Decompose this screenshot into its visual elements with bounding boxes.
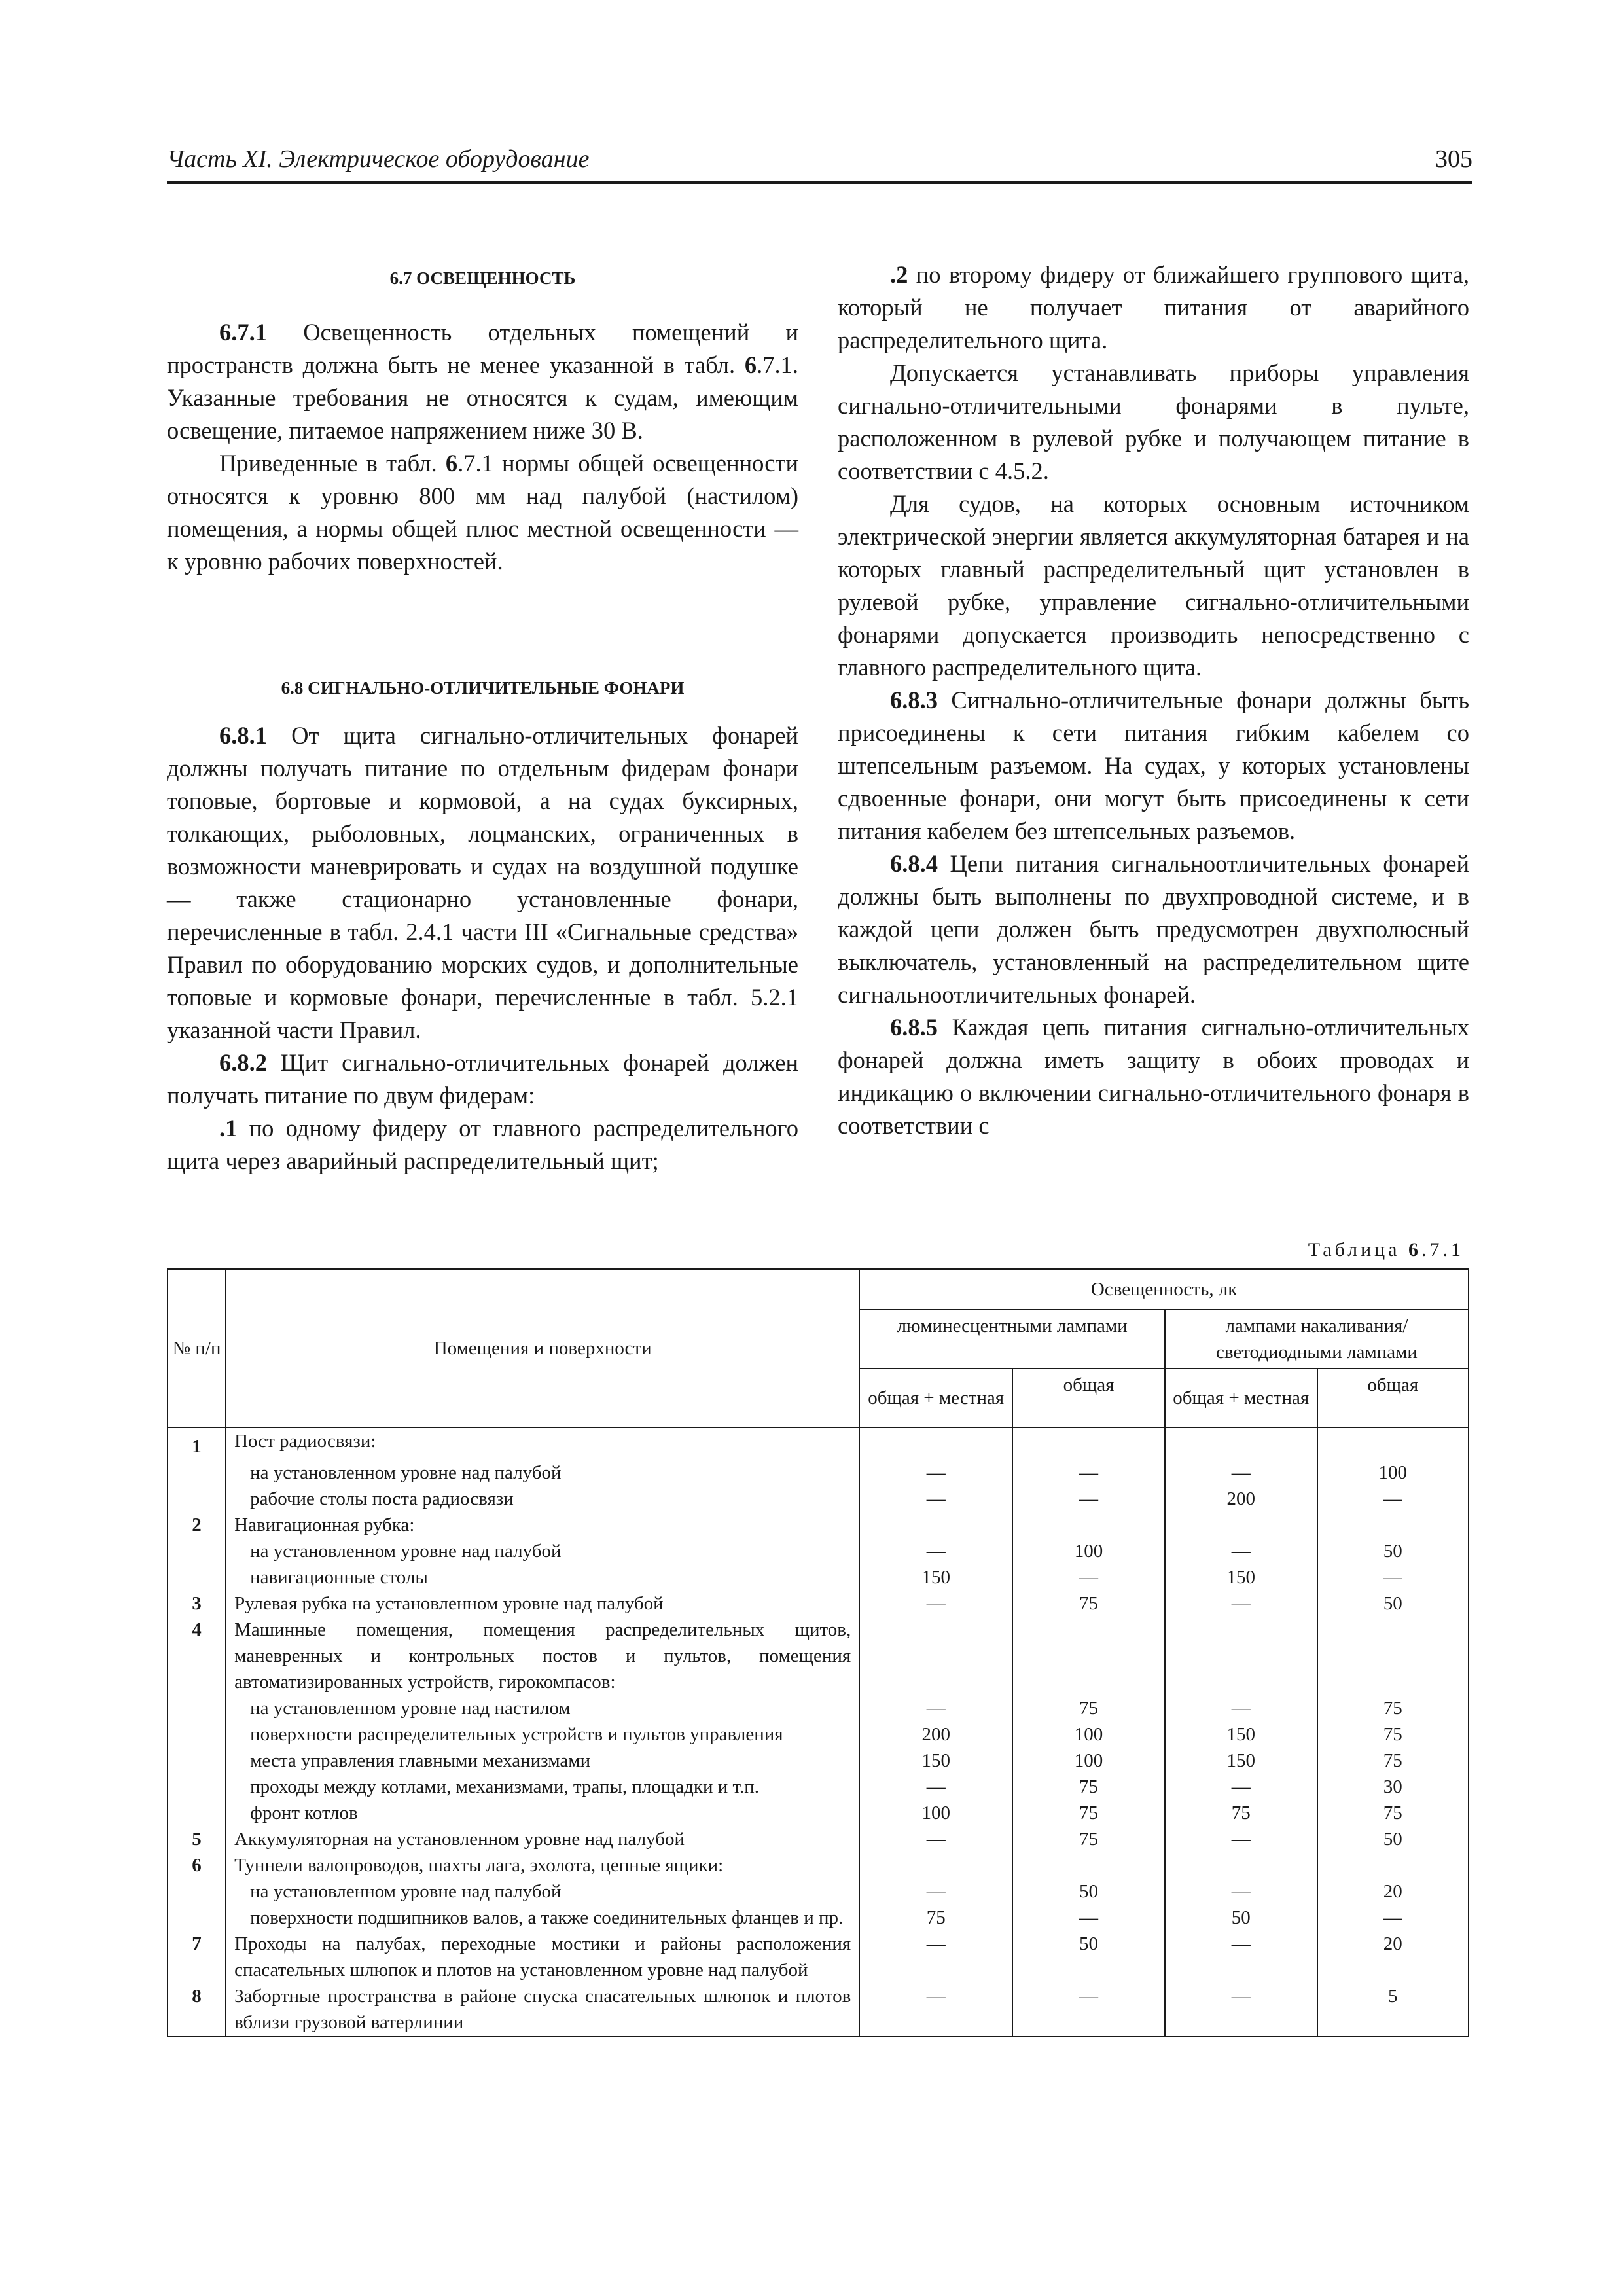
clause-number: 6.8.3	[890, 687, 938, 713]
paragraph-6-8-2	[167, 1047, 798, 1112]
incand-general-value	[1317, 1427, 1469, 1460]
incand-general-value: —	[1317, 1486, 1469, 1512]
table-ref: 6	[445, 450, 458, 476]
row-number: 2	[168, 1512, 226, 1538]
header-fluorescent: люминесцентными лампами	[859, 1310, 1165, 1369]
section-heading-6-7: 6.7 ОСВЕЩЕННОСТЬ	[389, 268, 576, 288]
row-description: поверхности подшипников валов, а также соединительных фланцев и пр.	[226, 1905, 859, 1931]
right-column	[838, 259, 1469, 1142]
incand-general-local-value	[1165, 1512, 1317, 1538]
fluor-general-value: 75	[1012, 1590, 1165, 1617]
paragraph-battery-ships: Для судов, на которых основным источником электрической энергии является аккумуляторная батарея и на которых главный распределительный щит установлен в рулевой рубке, управление сигнально-отличительными фонарями допускается производить непосредственно с главного распределительного щита.	[838, 490, 1469, 681]
section-heading-6-8: 6.8 СИГНАЛЬНО-ОТЛИЧИТЕЛЬНЫЕ ФОНАРИ	[281, 678, 685, 698]
paragraph-6-8-2-1	[167, 1112, 798, 1177]
row-description: проходы между котлами, механизмами, трапы, площадки и т.п.	[226, 1774, 859, 1800]
fluor-general-local-value	[859, 1512, 1012, 1538]
table-row	[168, 1695, 1469, 1721]
row-number	[168, 1486, 226, 1512]
row-description: на установленном уровне над палубой	[226, 1878, 859, 1905]
fluor-general-local-value: —	[859, 1826, 1012, 1852]
row-description: на установленном уровне над настилом	[226, 1695, 859, 1721]
fluor-general-value	[1012, 1512, 1165, 1538]
row-description: Туннели валопроводов, шахты лага, эхолота, цепные ящики:	[226, 1852, 859, 1878]
header-incand-general: общая	[1317, 1369, 1469, 1427]
incand-general-value: —	[1317, 1905, 1469, 1931]
paragraph-text: Приведенные в табл.	[219, 450, 446, 476]
incand-general-local-value: —	[1165, 1460, 1317, 1486]
page-number: 305	[1435, 145, 1472, 173]
row-number: 6	[168, 1852, 226, 1878]
header-spaces: Помещения и поверхности	[226, 1269, 859, 1427]
table-row	[168, 1512, 1469, 1538]
table-row	[168, 1721, 1469, 1748]
incand-general-value	[1317, 1512, 1469, 1538]
paragraph-6-8-4	[838, 848, 1469, 1011]
table-ref: 6	[744, 351, 757, 378]
incand-general-value: 20	[1317, 1878, 1469, 1905]
row-number	[168, 1460, 226, 1486]
row-number	[168, 1564, 226, 1590]
paragraph-6-7-1	[167, 316, 798, 447]
fluor-general-value: 100	[1012, 1721, 1165, 1748]
table-row	[168, 1905, 1469, 1931]
incand-general-value	[1317, 1852, 1469, 1878]
paragraph-6-8-2-2	[838, 259, 1469, 357]
table-body	[168, 1427, 1469, 2036]
paragraph-6-8-5	[838, 1011, 1469, 1142]
fluor-general-value	[1012, 1427, 1165, 1460]
paragraph-text: Щит сигнально-отличительных фонарей должен получать питание по двум фидерам:	[167, 1049, 798, 1109]
incand-general-value: 50	[1317, 1538, 1469, 1564]
incand-general-value: 75	[1317, 1721, 1469, 1748]
running-title: Часть XI. Электрическое оборудование	[167, 145, 590, 173]
incand-general-value: —	[1317, 1564, 1469, 1590]
row-number: 1	[168, 1427, 226, 1460]
header-fluor-general: общая	[1012, 1369, 1165, 1427]
incand-general-value: 50	[1317, 1826, 1469, 1852]
header-incand-general-local: общая + местная	[1165, 1369, 1317, 1427]
row-description: рабочие столы поста радиосвязи	[226, 1486, 859, 1512]
incand-general-local-value	[1165, 1617, 1317, 1695]
incand-general-local-value: —	[1165, 1538, 1317, 1564]
paragraph-text: От щита сигнально-отличительных фонарей должны получать питание по отдельным фидерам фонари топовые, бортовые и кормовой, а на судах буксирных, толкающих, рыболовных, лоцманских, ограниченных в возможности маневрировать и судах на воздушной подушке — также стационарно установленные фонари, перечисленные в табл. 2.4.1 части III «Сигнальные средства» Правил по оборудованию морских судов, и дополнительные топовые и кормовые фонари, перечисленные в табл. 5.2.1 указанной части Правил.	[167, 722, 798, 1043]
caption-label: Таблица	[1308, 1239, 1408, 1261]
fluor-general-local-value	[859, 1427, 1012, 1460]
fluor-general-local-value: 200	[859, 1721, 1012, 1748]
fluor-general-local-value: 150	[859, 1748, 1012, 1774]
row-number	[168, 1905, 226, 1931]
incand-general-value: 100	[1317, 1460, 1469, 1486]
left-column	[167, 259, 798, 1177]
fluor-general-local-value: —	[859, 1460, 1012, 1486]
fluor-general-value: 75	[1012, 1826, 1165, 1852]
paragraph-6-8-3	[838, 684, 1469, 848]
row-number	[168, 1878, 226, 1905]
row-description: Аккумуляторная на установленном уровне над палубой	[226, 1826, 859, 1852]
incand-general-value	[1317, 1617, 1469, 1695]
fluor-general-value: —	[1012, 1905, 1165, 1931]
fluor-general-value: 100	[1012, 1538, 1165, 1564]
clause-number: 6.8.2	[219, 1049, 267, 1076]
incand-general-local-value: —	[1165, 1878, 1317, 1905]
fluor-general-value: 50	[1012, 1931, 1165, 1983]
page-header	[167, 141, 1472, 184]
header-fluor-general-local: общая + местная	[859, 1369, 1012, 1427]
clause-number: 6.7.1	[219, 319, 267, 346]
incand-general-local-value: 75	[1165, 1800, 1317, 1826]
incand-general-local-value: —	[1165, 1590, 1317, 1617]
fluor-general-value: —	[1012, 1983, 1165, 2036]
fluor-general-value	[1012, 1617, 1165, 1695]
fluor-general-value: —	[1012, 1564, 1165, 1590]
table-row	[168, 1983, 1469, 2036]
header-number: № п/п	[168, 1269, 226, 1427]
paragraph-6-8-1	[167, 719, 798, 1047]
table-row	[168, 1748, 1469, 1774]
row-description: на установленном уровне над палубой	[226, 1538, 859, 1564]
paragraph-text: по второму фидеру от ближайшего группового щита, который не получает питания от аварийного распределительного щита.	[838, 261, 1469, 353]
table-row	[168, 1878, 1469, 1905]
incand-general-value: 30	[1317, 1774, 1469, 1800]
paragraph-text: Каждая цепь питания сигнально-отличительных фонарей должна иметь защиту в обоих проводах и индикацию о включении сигнально-отличительного фонаря в соответствии с	[838, 1014, 1469, 1139]
row-description: Забортные пространства в районе спуска спасательных шлюпок и плотов вблизи грузовой ватерлинии	[226, 1983, 859, 2036]
row-description: места управления главными механизмами	[226, 1748, 859, 1774]
incand-general-local-value: —	[1165, 1826, 1317, 1852]
incand-general-value: 75	[1317, 1748, 1469, 1774]
table-row	[168, 1800, 1469, 1826]
row-number	[168, 1721, 226, 1748]
row-number: 8	[168, 1983, 226, 2036]
fluor-general-local-value: —	[859, 1486, 1012, 1512]
row-description: Рулевая рубка на установленном уровне над палубой	[226, 1590, 859, 1617]
incand-general-value: 50	[1317, 1590, 1469, 1617]
fluor-general-value: 50	[1012, 1878, 1165, 1905]
table-row	[168, 1564, 1469, 1590]
row-number	[168, 1538, 226, 1564]
row-description: навигационные столы	[226, 1564, 859, 1590]
incand-general-local-value: 50	[1165, 1905, 1317, 1931]
clause-number: 6.8.1	[219, 722, 267, 749]
table-row	[168, 1617, 1469, 1695]
fluor-general-local-value: 150	[859, 1564, 1012, 1590]
fluor-general-local-value: —	[859, 1774, 1012, 1800]
caption-number: 6	[1408, 1239, 1421, 1261]
clause-number: .2	[890, 261, 908, 288]
incand-general-local-value: 150	[1165, 1564, 1317, 1590]
table-row	[168, 1486, 1469, 1512]
fluor-general-value: 75	[1012, 1800, 1165, 1826]
table-row	[168, 1931, 1469, 1983]
incand-general-value: 5	[1317, 1983, 1469, 2036]
paragraph-allowance: Допускается устанавливать приборы управления сигнально-отличительными фонарями в пульте, расположенном в рулевой рубке и получающем питание в соответствии с 4.5.2.	[838, 359, 1469, 484]
incand-general-local-value: —	[1165, 1774, 1317, 1800]
row-number: 3	[168, 1590, 226, 1617]
caption-number-suffix: .7.1	[1421, 1239, 1464, 1261]
paragraph-text: по одному фидеру от главного распределительного щита через аварийный распределительный щит;	[167, 1115, 798, 1174]
paragraph-text: .7.1 нормы общей освещенности относятся к уровню 800 мм над палубой (настилом) помещения, а нормы общей плюс местной освещенности — к уровню рабочих поверхностей.	[167, 450, 798, 575]
fluor-general-local-value: —	[859, 1931, 1012, 1983]
clause-number: .1	[219, 1115, 238, 1141]
fluor-general-local-value: —	[859, 1983, 1012, 2036]
header-illumination: Освещенность, лк	[859, 1269, 1469, 1310]
paragraph-text: Цепи питания сигнальноотличительных фонарей должны быть выполнены по двухпроводной системе, и в каждой цепи должен быть предусмотрен двухполюсный выключатель, установленный на распределительном щите сигнальноотличительных фонарей.	[838, 850, 1469, 1008]
row-number	[168, 1748, 226, 1774]
table-row	[168, 1538, 1469, 1564]
fluor-general-value: 75	[1012, 1695, 1165, 1721]
row-number	[168, 1800, 226, 1826]
row-number	[168, 1774, 226, 1800]
incand-general-value: 75	[1317, 1800, 1469, 1826]
illumination-table	[167, 1268, 1469, 2037]
fluor-general-value: 100	[1012, 1748, 1165, 1774]
row-description: Машинные помещения, помещения распределительных щитов, маневренных и контрольных постов и пультов, помещения автоматизированных устройств, гирокомпасов:	[226, 1617, 859, 1695]
fluor-general-local-value: 75	[859, 1905, 1012, 1931]
row-number	[168, 1695, 226, 1721]
row-description: Пост радиосвязи:	[226, 1427, 859, 1460]
incand-general-local-value: 150	[1165, 1748, 1317, 1774]
paragraph-text: Сигнально-отличительные фонари должны быть присоединены к сети питания гибким кабелем со штепсельным разъемом. На судах, у которых установлены сдвоенные фонари, они могут быть присоединены к сети питания кабелем без штепсельных разъемов.	[838, 687, 1469, 844]
table-row	[168, 1852, 1469, 1878]
fluor-general-local-value: 100	[859, 1800, 1012, 1826]
incand-general-value: 20	[1317, 1931, 1469, 1983]
row-description: на установленном уровне над палубой	[226, 1460, 859, 1486]
fluor-general-local-value: —	[859, 1695, 1012, 1721]
incand-general-local-value	[1165, 1852, 1317, 1878]
incand-general-local-value: 200	[1165, 1486, 1317, 1512]
fluor-general-value: —	[1012, 1486, 1165, 1512]
row-description: Навигационная рубка:	[226, 1512, 859, 1538]
fluor-general-local-value: —	[859, 1538, 1012, 1564]
row-description: Проходы на палубах, переходные мостики и районы расположения спасательных шлюпок и плотов на установленном уровне над палубой	[226, 1931, 859, 1983]
row-number: 7	[168, 1931, 226, 1983]
row-number: 5	[168, 1826, 226, 1852]
table-row	[168, 1427, 1469, 1460]
row-description: фронт котлов	[226, 1800, 859, 1826]
clause-number: 6.8.4	[890, 850, 938, 877]
incand-general-local-value: —	[1165, 1695, 1317, 1721]
fluor-general-local-value	[859, 1852, 1012, 1878]
paragraph-text: Освещенность отдельных помещений и пространств должна быть не менее указанной в табл.	[167, 319, 798, 378]
table-row	[168, 1774, 1469, 1800]
incand-general-local-value: 150	[1165, 1721, 1317, 1748]
incand-general-value: 75	[1317, 1695, 1469, 1721]
incand-general-local-value: —	[1165, 1983, 1317, 2036]
row-description: поверхности распределительных устройств и пультов управления	[226, 1721, 859, 1748]
paragraph-6-7-2	[167, 447, 798, 578]
row-number: 4	[168, 1617, 226, 1695]
table-row	[168, 1460, 1469, 1486]
fluor-general-value	[1012, 1852, 1165, 1878]
incand-general-local-value: —	[1165, 1931, 1317, 1983]
incand-general-local-value	[1165, 1427, 1317, 1460]
fluor-general-local-value	[859, 1617, 1012, 1695]
paragraph-text: .7.1. Указанные требования не относятся к судам, имеющим освещение, питаемое напряжением ниже 30 В.	[167, 351, 798, 444]
fluor-general-local-value: —	[859, 1878, 1012, 1905]
header-incandescent-led: лампами накаливания/ светодиодными лампами	[1165, 1310, 1469, 1369]
table-caption	[1308, 1239, 1464, 1261]
fluor-general-value: —	[1012, 1460, 1165, 1486]
table-row	[168, 1590, 1469, 1617]
clause-number: 6.8.5	[890, 1014, 938, 1041]
table-row	[168, 1826, 1469, 1852]
fluor-general-local-value: —	[859, 1590, 1012, 1617]
fluor-general-value: 75	[1012, 1774, 1165, 1800]
